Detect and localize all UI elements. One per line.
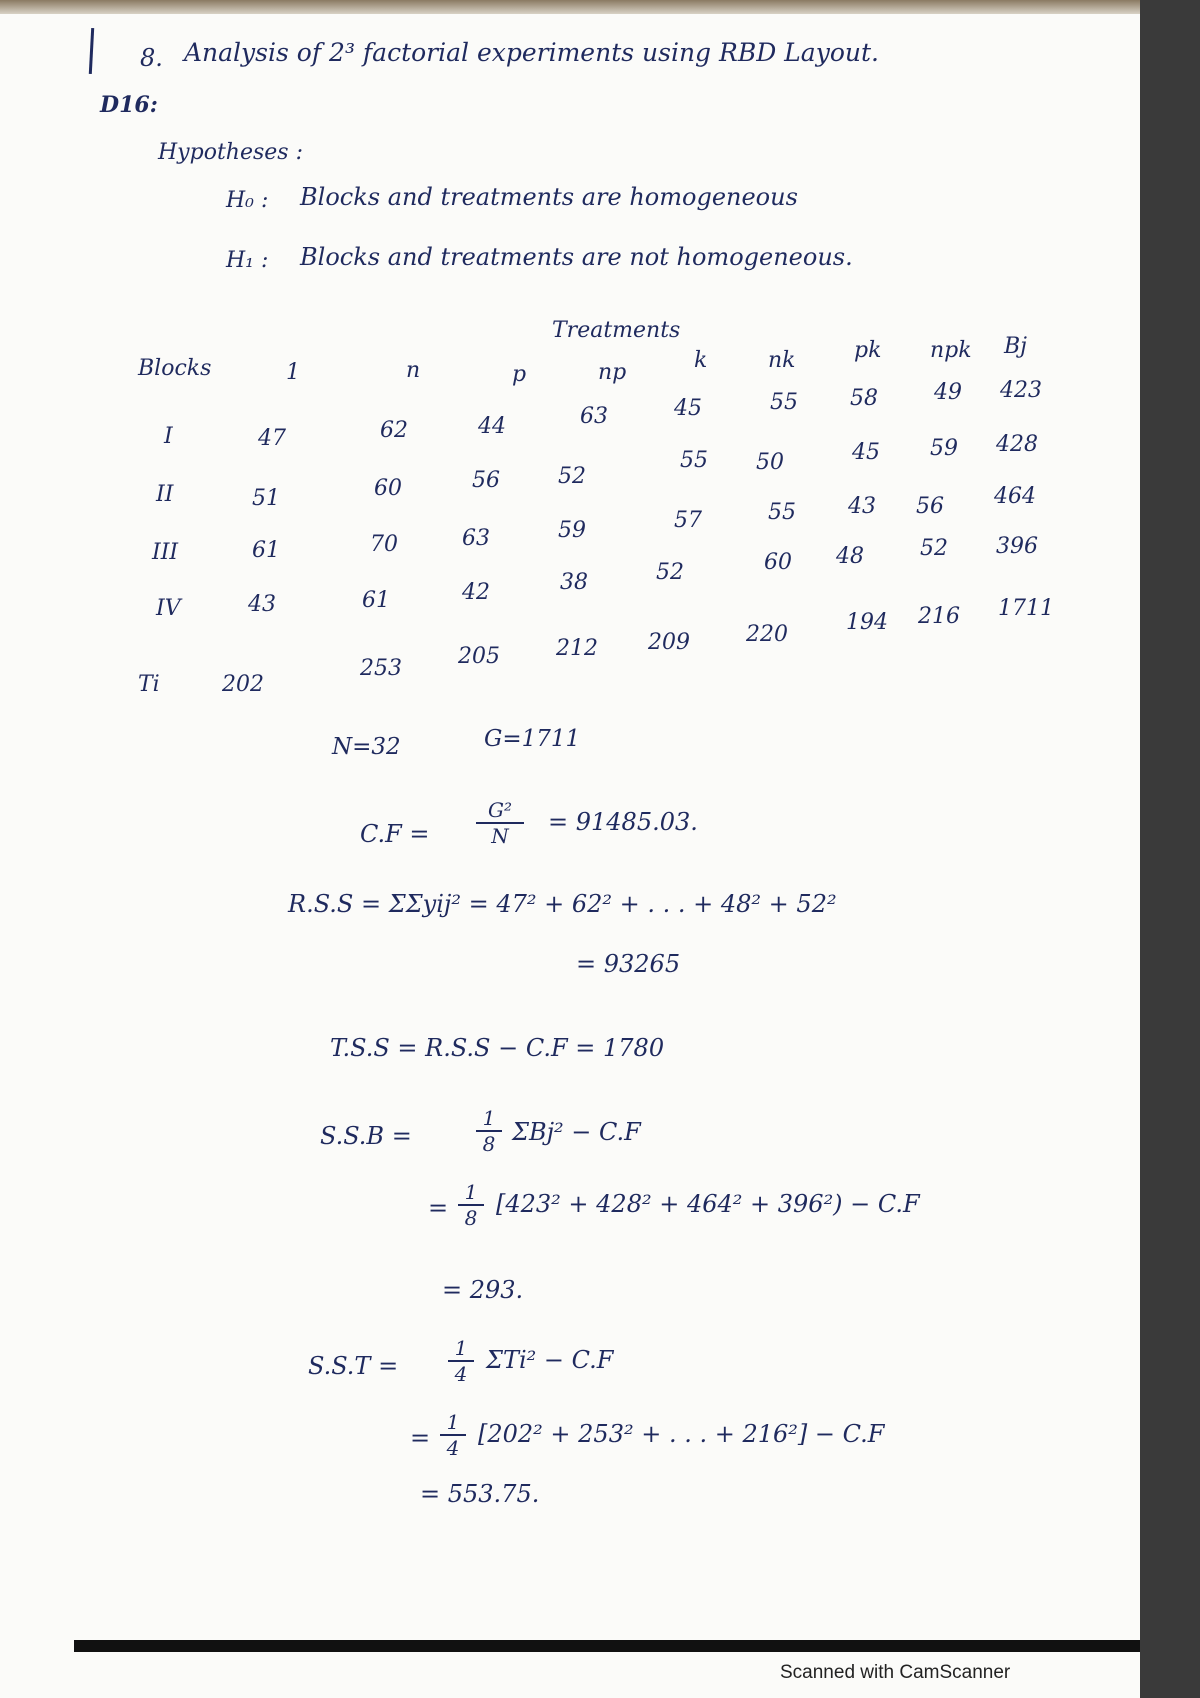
col-header: pk	[854, 338, 882, 363]
total-cell: 220	[746, 622, 788, 647]
table-cell: 45	[852, 440, 880, 465]
table-cell: 50	[756, 450, 784, 475]
sst-expand-fraction: $\frac{1}{4}$	[440, 1410, 466, 1460]
sst-fraction: $\frac{1}{4}$	[448, 1336, 474, 1386]
tss-equation: T.S.S = R.S.S − C.F = 1780	[330, 1034, 665, 1062]
cf-label: C.F =	[360, 820, 430, 848]
total-cell: 205	[458, 644, 500, 669]
table-cell: 60	[764, 550, 792, 575]
col-header: 1	[286, 360, 300, 385]
scanned-page: 8. Analysis of 2³ factorial experiments using RBD Layout. D16: Hypotheses : H₀ : Blocks and treatments are homogeneous H₁ : Blocks and treatments are not homogeneous. Treatments Blocks 1 n p np k nk pk npk Bj I 47 62 44 63 45 55 58 49 423 II 51 60 56 52 55 50 45 59 428 III 61 70 63 59 57 55 43 56 464 IV 43 61 42 38 52 60 48 52 396 Ti 202 253 205 212 209 220 194 216 1711 N=32 G=1711 C.F = $\frac{\text{G²}}{N}$ = 91485.03. R.S.S = ΣΣyij² = 47² + 62² + . . . + 48² + 52² = 93265 T.S.S = R.S.S − C.F = 1780 S.S.B = $\frac{1}{8}$ ΣBj² − C.F = $\frac{1}{8}$ [423² + 428² + 464² + 396²) − C.F = 293. S.S.T = $\frac{1}{4}$ ΣTi² − C.F = $\frac{1}{4}$ [202² + 253² + . . . + 216²] − C.F = 553.75. Scanned with CamScanner	[0, 0, 1140, 1698]
heading-number: 8.	[140, 44, 163, 72]
date-label: D16:	[100, 92, 158, 118]
scanner-watermark: Scanned with CamScanner	[780, 1662, 1011, 1683]
table-cell: 52	[656, 560, 684, 585]
table-cell: 61	[362, 588, 390, 613]
treatments-header: Treatments	[552, 318, 681, 343]
table-cell: 57	[674, 508, 702, 533]
row-label: III	[152, 540, 179, 565]
page-title: Analysis of 2³ factorial experiments using RBD Layout.	[184, 38, 879, 67]
ssb-expand-denominator: 8	[464, 1206, 478, 1230]
g-value: G=1711	[484, 726, 581, 752]
table-cell: 48	[836, 544, 864, 569]
col-header: np	[598, 360, 627, 385]
col-header: nk	[768, 348, 796, 373]
col-header: p	[512, 362, 527, 387]
table-cell: 47	[258, 426, 286, 451]
row-label: II	[156, 482, 174, 507]
total-cell: 1711	[998, 596, 1054, 621]
rss-equation: R.S.S = ΣΣyij² = 47² + 62² + . . . + 48² + 52²	[288, 890, 837, 918]
rss-value: = 93265	[576, 950, 681, 978]
cf-denominator: N	[491, 824, 509, 848]
page-bottom-line	[74, 1640, 1140, 1652]
table-cell: 59	[930, 436, 958, 461]
ssb-fraction: $\frac{1}{8}$	[476, 1106, 502, 1156]
total-cell: 216	[918, 604, 960, 629]
table-cell: 70	[370, 532, 398, 557]
table-cell: 56	[916, 494, 944, 519]
table-cell: 45	[674, 396, 702, 421]
sst-value: = 553.75.	[420, 1480, 540, 1508]
ssb-label: S.S.B =	[320, 1122, 412, 1150]
table-cell: 49	[934, 380, 962, 405]
total-cell: 202	[222, 672, 264, 697]
total-cell: 253	[360, 656, 402, 681]
h1-text: Blocks and treatments are not homogeneous.	[300, 243, 853, 271]
sst-denominator: 4	[454, 1362, 468, 1386]
hypotheses-label: Hypotheses :	[158, 140, 303, 165]
margin-mark	[89, 28, 94, 74]
ssb-expand-fraction: $\frac{1}{8}$	[458, 1180, 484, 1230]
cf-fraction	[476, 798, 524, 848]
table-cell: 58	[850, 386, 878, 411]
ssb-denominator: 8	[482, 1132, 496, 1156]
totals-label: Ti	[138, 672, 160, 697]
col-header: npk	[930, 338, 972, 363]
h0-text: Blocks and treatments are homogeneous	[300, 183, 798, 211]
h0-label: H₀ :	[226, 188, 269, 213]
table-cell: 51	[252, 486, 280, 511]
ssb-value: = 293.	[442, 1276, 524, 1304]
table-cell: 423	[1000, 378, 1042, 403]
table-cell: 464	[994, 484, 1036, 509]
table-cell: 62	[380, 418, 408, 443]
table-cell: 55	[768, 500, 796, 525]
sst-expansion: [202² + 253² + . . . + 216²] − C.F	[478, 1420, 885, 1448]
table-cell: 56	[472, 468, 500, 493]
ssb-formula: ΣBj² − C.F	[512, 1118, 641, 1146]
row-label: IV	[156, 596, 181, 621]
cf-numerator: G²	[476, 798, 524, 824]
table-cell: 60	[374, 476, 402, 501]
page-top-edge	[0, 0, 1140, 14]
table-cell: 396	[996, 534, 1038, 559]
table-cell: 43	[848, 494, 876, 519]
col-header: n	[406, 358, 421, 383]
table-cell: 55	[680, 448, 708, 473]
sst-expand-denominator: 4	[446, 1436, 460, 1460]
col-header: Bj	[1004, 334, 1027, 359]
table-cell: 63	[462, 526, 490, 551]
table-cell: 52	[920, 536, 948, 561]
ssb-expansion: [423² + 428² + 464² + 396²) − C.F	[496, 1190, 920, 1218]
table-cell: 61	[252, 538, 280, 563]
sst-label: S.S.T =	[308, 1352, 399, 1380]
table-cell: 63	[580, 404, 608, 429]
sst-formula: ΣTi² − C.F	[486, 1346, 614, 1374]
table-cell: 44	[478, 414, 506, 439]
table-cell: 42	[462, 580, 490, 605]
table-cell: 428	[996, 432, 1038, 457]
row-label: I	[164, 424, 173, 449]
total-cell: 194	[846, 610, 888, 635]
table-cell: 55	[770, 390, 798, 415]
table-cell: 52	[558, 464, 586, 489]
col-header: k	[694, 348, 708, 373]
n-value: N=32	[332, 734, 401, 760]
total-cell: 209	[648, 630, 690, 655]
blocks-header: Blocks	[138, 356, 212, 381]
table-cell: 38	[560, 570, 588, 595]
total-cell: 212	[556, 636, 598, 661]
table-cell: 43	[248, 592, 276, 617]
h1-label: H₁ :	[226, 248, 269, 273]
cf-value: = 91485.03.	[548, 808, 698, 836]
table-cell: 59	[558, 518, 586, 543]
